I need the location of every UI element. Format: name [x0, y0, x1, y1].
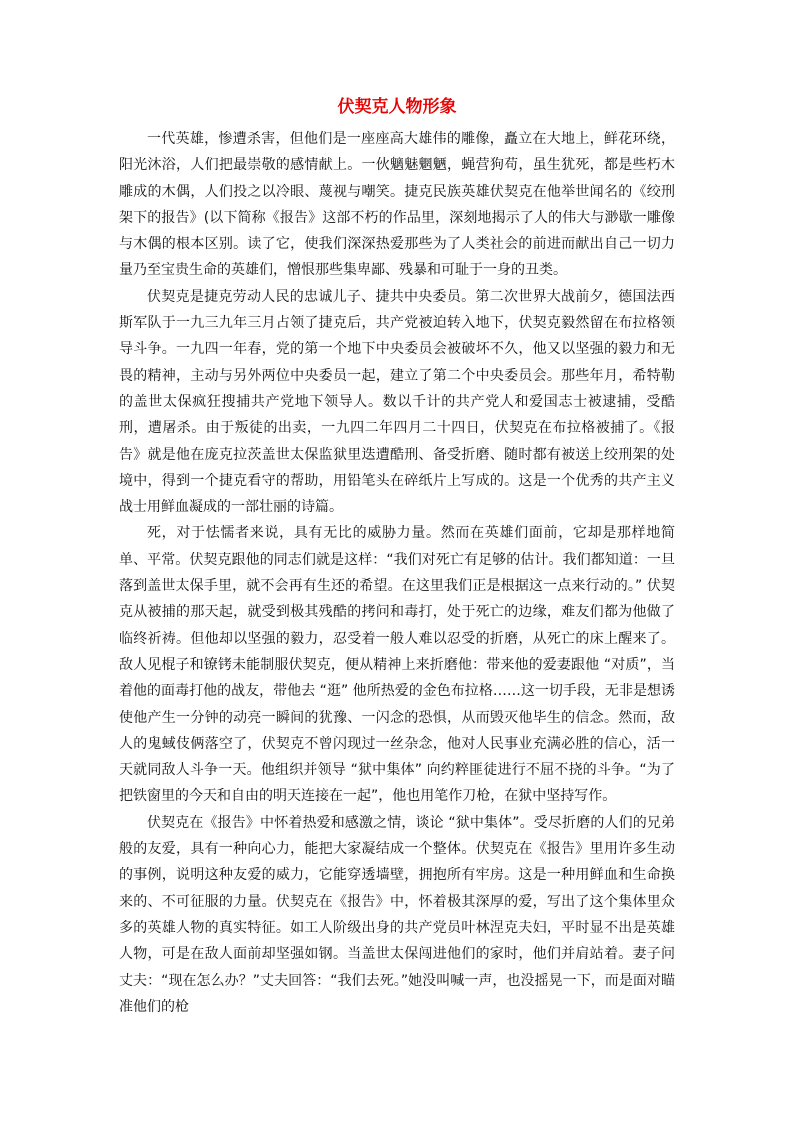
paragraph-3: 死，对于怯懦者来说，具有无比的威胁力量。然而在英雄们面前，它却是那样地简单、平常。伏契克跟他的同志们就是这样：“我们对死亡有足够的估计。我们都知道：一旦落到盖世太保手里，就不会再有生还的希望。在这里我们正是根据这一点来行动的。” 伏契克从被捕的那天起，就受到极其残酷的拷问和毒打，处于死亡的边缘，难友们都为他做了临终祈祷。但他却以坚强的毅力，忍受着一般人难以忍受的折磨，从死亡的床上醒来了。敌人见棍子和镣铐未能制服伏契克，便从精神上来折磨他：带来他的爱妻跟他 “对质”，当着他的面毒打他的战友，带他去 “逛” 他所热爱的金色布拉格……这一切手段，无非是想诱使他产生一分钟的动亮一瞬间的犹豫、一闪念的恐惧，从而毁灭他毕生的信念。然而，敌人的鬼蜮伎俩落空了，伏契克不曾闪现过一丝杂念，他对人民事业充满必胜的信心，活一天就同敌人斗争一天。他组织并领导 “狱中集体” 向约粹匪徒进行不屈不挠的斗争。“为了把铁窗里的今天和自由的明天连接在一起”，他也用笔作刀枪，在狱中坚持写作。 — [119, 525, 675, 805]
document-title: 伏契克人物形象 — [337, 97, 457, 117]
paragraph-1: 一代英雄，惨遭杀害，但他们是一座座高大雄伟的雕像，矗立在大地上，鲜花环绕，阳光沐浴，人们把最崇敬的感情献上。一伙魑魅魍魉，蝇营狗苟，虽生犹死，都是些朽木雕成的木偶，人们投之以冷眼、蔑视与嘲笑。捷克民族英雄伏契克在他举世闻名的《绞刑架下的报告》(以下简称《报告》这部不朽的作品里，深刻地揭示了人的伟大与渺歇一雕像与木偶的根本区别。读了它，使我们深深热爱那些为了人类社会的前进而献出自己一切力量乃至宝贵生命的英雄们，憎恨那些集卑鄙、残暴和可耻于一身的丑类。 — [119, 131, 675, 279]
paragraph-4: 伏契克在《报告》中怀着热爱和感激之情，谈论 “狱中集体”。受尽折磨的人们的兄弟般的友爱，具有一种向心力，能把大家凝结成一个整体。伏契克在《报告》里用许多生动的事例，说明这种友爱的威力，它能穿透墙壁，拥抱所有牢房。这是一种用鲜血和生命换来的、不可征服的力量。伏契克在《报告》中，怀着极其深厚的爱，写出了这个集体里众多的英雄人物的真实特征。如工人阶级出身的共产党员叶林涅克夫妇，平时显不出是英雄人物，可是在敌人面前却坚强如钢。当盖世太保闯进他们的家时，他们并肩站着。妻子问丈夫：“现在怎么办？”丈夫回答：“我们去死。”她没叫喊一声，也没摇晃一下，而是面对瞄准他们的枪 — [119, 814, 675, 1015]
document-body — [119, 126, 675, 1020]
paragraph-2: 伏契克是捷克劳动人民的忠诚儿子、捷共中央委员。第二次世界大战前夕，德国法西斯军队于一九三九年三月占领了捷克后，共产党被迫转入地下，伏契克毅然留在布拉格领导斗争。一九四一年春，党的第一个地下中央委员会被破坏不久，他又以坚强的毅力和无畏的精神，主动与另外两位中央委员一起，建立了第二个中央委员会。那些年月，希特勒的盖世太保疯狂搜捕共产党地下领导人。数以千计的共产党人和爱国志士被逮捕，受酷刑，遭屠杀。由于叛徒的出卖，一九四二年四月二十四日，伏契克在布拉格被捕了。《报告》就是他在庞克拉茨盖世太保监狱里迭遭酷刑、备受折磨、随时都有被送上绞刑架的处境中，得到一个捷克看守的帮助，用铅笔头在碎纸片上写成的。这是一个优秀的共产主义战士用鲜血凝成的一部壮丽的诗篇。 — [119, 288, 675, 516]
